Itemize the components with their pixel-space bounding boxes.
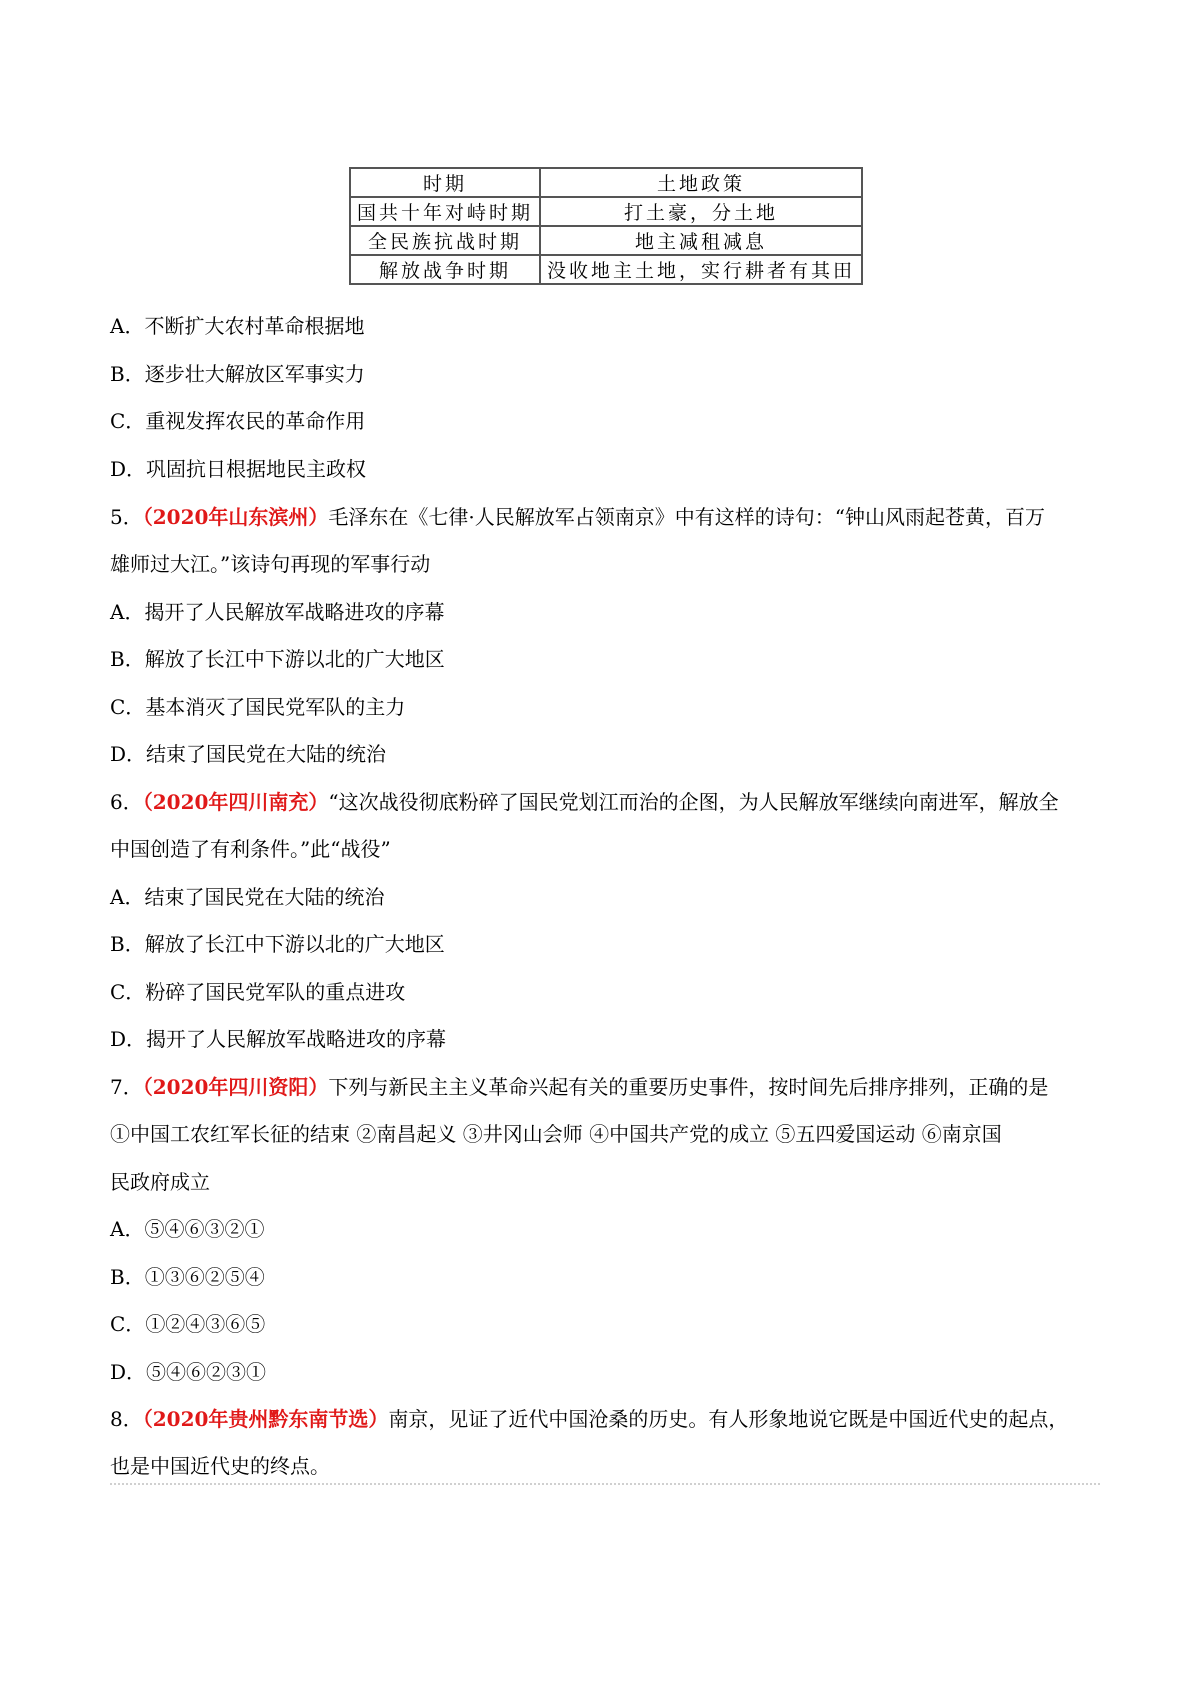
q6-source: （2020年四川南充） <box>142 790 329 814</box>
table-row <box>350 255 862 284</box>
q6-stem: 6．（2020年四川南充）“这次战役彻底粉碎了国民党划江而治的企图，为人民解放军继续向南进军，解放全 <box>110 790 1059 814</box>
table-cell: 国共十年对峙时期 <box>350 197 540 226</box>
q4-option-c: C．重视发挥农民的革命作用 <box>110 409 366 433</box>
q7-source: （2020年四川资阳） <box>142 1075 329 1099</box>
q7-option-c: C．①②④③⑥⑤ <box>110 1312 266 1336</box>
table-cell: 打土豪，分土地 <box>540 197 862 226</box>
table-cell: 解放战争时期 <box>350 255 540 284</box>
table-header-cell: 土地政策 <box>540 168 862 197</box>
q6-option-b: B．解放了长江中下游以北的广大地区 <box>110 932 445 956</box>
q4-option-d: D．巩固抗日根据地民主政权 <box>110 457 367 481</box>
q6-option-a: A．结束了国民党在大陆的统治 <box>110 885 385 909</box>
table-row <box>350 197 862 226</box>
q5-option-d: D．结束了国民党在大陆的统治 <box>110 742 387 766</box>
q7-stem: 7．（2020年四川资阳）下列与新民主主义革命兴起有关的重要历史事件，按时间先后排序排列，正确的是 <box>110 1075 1049 1099</box>
q7-events-cont: 民政府成立 <box>110 1170 210 1194</box>
land-policy-table <box>349 167 863 285</box>
q4-option-b: B．逐步壮大解放区军事实力 <box>110 362 365 386</box>
q5-option-a: A．揭开了人民解放军战略进攻的序幕 <box>110 600 445 624</box>
q5-stem-cont: 雄师过大江。”该诗句再现的军事行动 <box>110 552 431 576</box>
q7-option-a: A．⑤④⑥③②① <box>110 1217 265 1241</box>
q5-option-c: C．基本消灭了国民党军队的主力 <box>110 695 406 719</box>
q6-stem-cont: 中国创造了有利条件。”此“战役” <box>110 837 391 861</box>
table-header-cell: 时期 <box>350 168 540 197</box>
q7-option-d: D．⑤④⑥②③① <box>110 1360 267 1384</box>
q8-stem-cont: 也是中国近代史的终点。 <box>110 1454 330 1478</box>
table-cell: 地主减租减息 <box>540 226 862 255</box>
q6-option-d: D．揭开了人民解放军战略进攻的序幕 <box>110 1027 447 1051</box>
q5-option-b: B．解放了长江中下游以北的广大地区 <box>110 647 445 671</box>
dotted-divider <box>110 1483 1100 1485</box>
q5-source: （2020年山东滨州） <box>142 505 329 529</box>
q5-stem: 5．（2020年山东滨州）毛泽东在《七律·人民解放军占领南京》中有这样的诗句：“钟山风雨起苍黄，百万 <box>110 505 1045 529</box>
table-cell: 全民族抗战时期 <box>350 226 540 255</box>
q6-option-c: C．粉碎了国民党军队的重点进攻 <box>110 980 406 1004</box>
table-cell: 没收地主土地，实行耕者有其田 <box>540 255 862 284</box>
q8-stem: 8．（2020年贵州黔东南节选）南京，见证了近代中国沧桑的历史。有人形象地说它既是中国近代史的起点， <box>110 1407 1069 1431</box>
table-header-row <box>350 168 862 197</box>
q4-option-a: A．不断扩大农村革命根据地 <box>110 314 365 338</box>
q7-events: ①中国工农红军长征的结束 ②南昌起义 ③井冈山会师 ④中国共产党的成立 ⑤五四爱国运动 ⑥南京国 <box>110 1122 1002 1146</box>
table-row <box>350 226 862 255</box>
q8-source: （2020年贵州黔东南节选） <box>142 1407 389 1431</box>
q7-option-b: B．①③⑥②⑤④ <box>110 1265 265 1289</box>
